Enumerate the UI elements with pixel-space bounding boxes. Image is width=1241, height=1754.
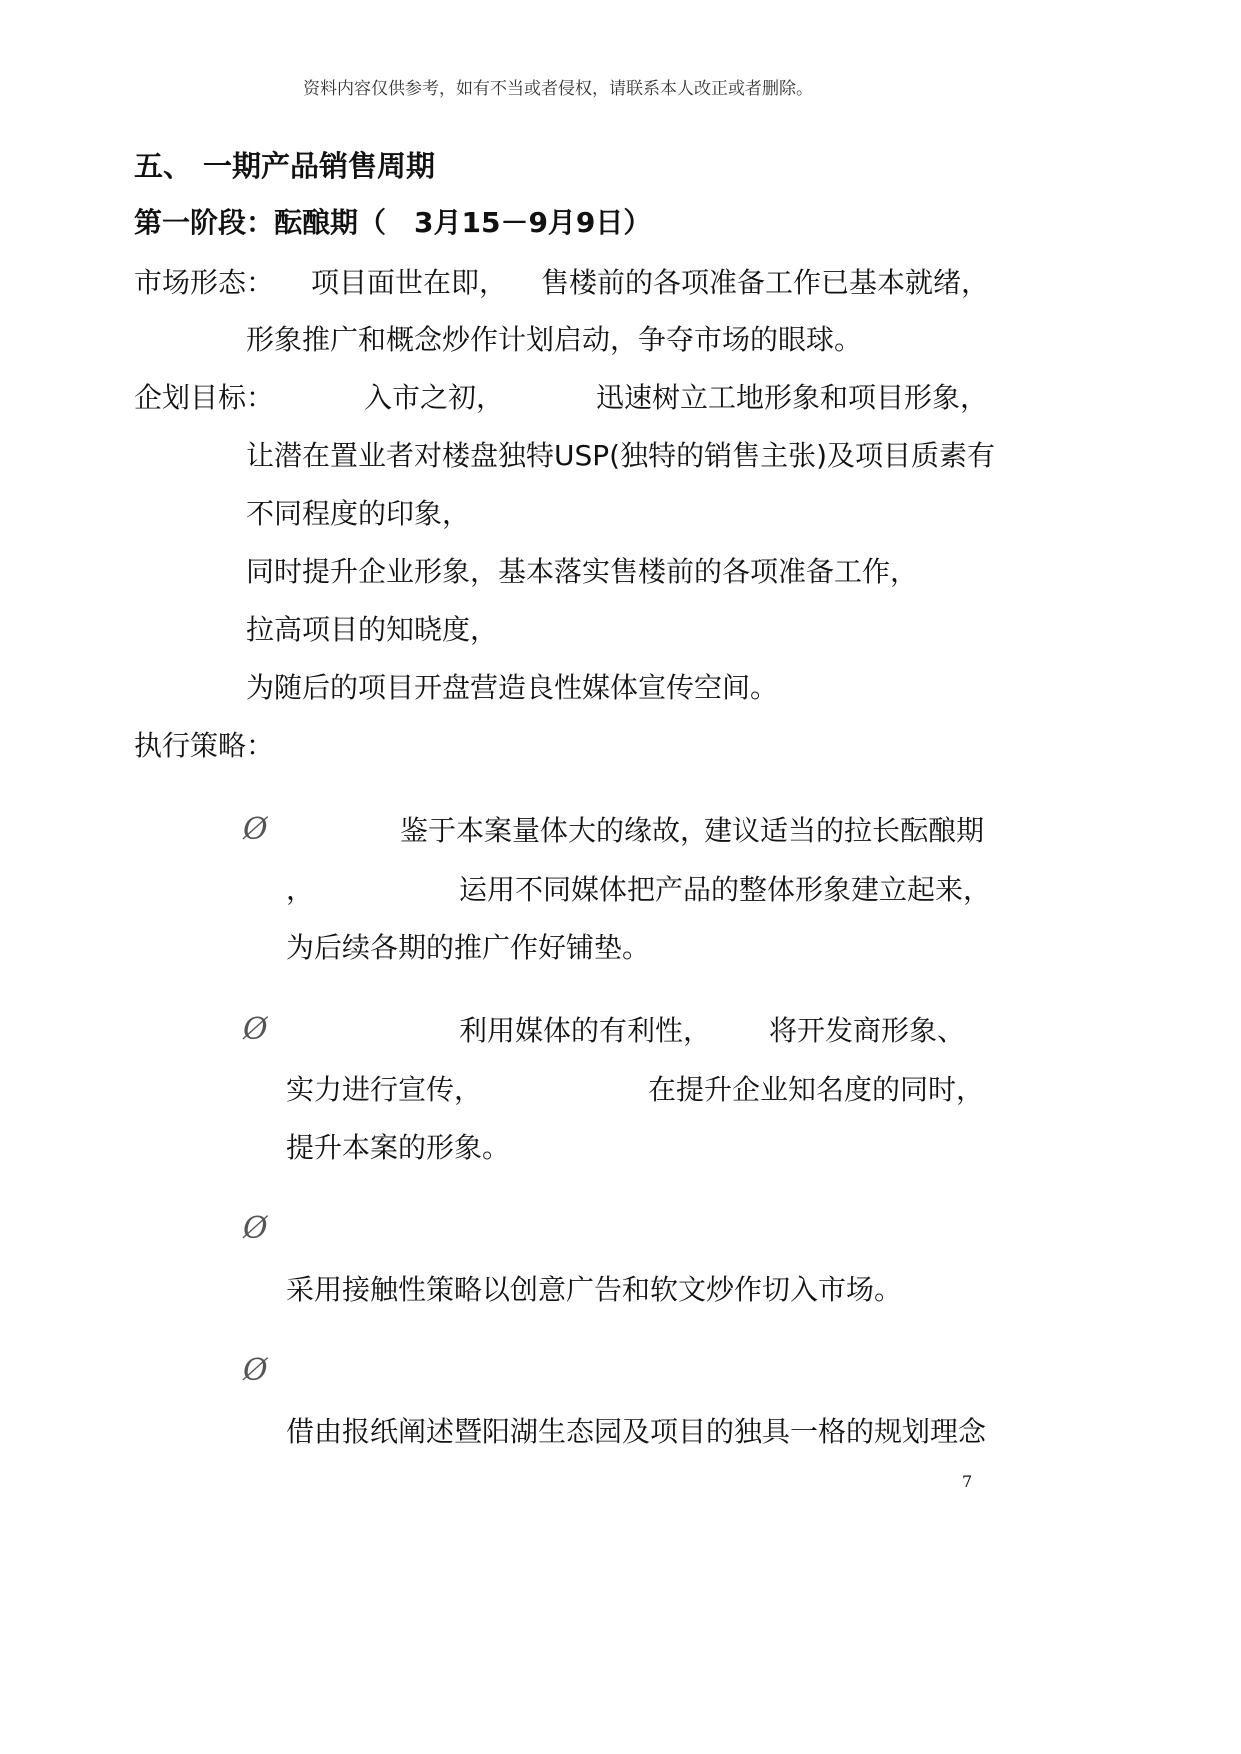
bullet-text: 采用接触性策略以创意广告和软文炒作切入市场。 <box>286 1273 903 1306</box>
bullet-text: 提升本案的形象。 <box>286 1131 511 1164</box>
section-title: 一期产品销售周期 <box>203 149 436 183</box>
bullet-text: 建议适当的拉长酝酿期 <box>704 814 985 847</box>
goal-text: 入市之初， <box>364 381 505 414</box>
bullet-text: 借由报纸阐述暨阳湖生态园及项目的独具一格的规划理念 <box>286 1415 987 1448</box>
header-disclaimer: 资料内容仅供参考，如有不当或者侵权，请联系本人改正或者删除。 <box>303 79 813 99</box>
bullet-text: 为后续各期的推广作好铺垫。 <box>286 931 651 964</box>
goal-text: 同时提升企业形象，基本落实售楼前的各项准备工作， <box>246 555 919 588</box>
bullet-text: 将开发商形象、 <box>769 1014 966 1047</box>
page-number: 7 <box>962 1472 973 1491</box>
strategy-label: 执行策略： <box>134 729 275 762</box>
section-number: 五、 <box>134 149 193 183</box>
phase-heading: 第一阶段：酝酿期（ 3月15－9月9日） <box>134 206 652 239</box>
bullet-text: 利用媒体的有利性， <box>459 1014 712 1047</box>
bullet-text: 鉴于本案量体大的缘故， <box>400 814 709 847</box>
bullet-text: ， <box>286 873 315 906</box>
bullet-icon: Ø <box>243 812 268 847</box>
bullet-icon: Ø <box>243 1211 268 1246</box>
bullet-text: 运用不同媒体把产品的整体形象建立起来， <box>459 873 992 906</box>
bullet-icon: Ø <box>243 1012 268 1047</box>
goal-text: 让潜在置业者对楼盘独特USP(独特的销售主张)及项目质素有 <box>246 439 996 472</box>
goal-text: 迅速树立工地形象和项目形象， <box>596 381 989 414</box>
goal-text: 拉高项目的知晓度， <box>246 613 499 646</box>
goal-label: 企划目标： <box>134 381 275 414</box>
bullet-icon: Ø <box>243 1353 268 1388</box>
bullet-text: 实力进行宣传， <box>286 1073 483 1106</box>
market-text: 售楼前的各项准备工作已基本就绪， <box>541 266 990 299</box>
goal-text: 不同程度的印象， <box>246 497 471 530</box>
bullet-text: 在提升企业知名度的同时， <box>648 1073 985 1106</box>
goal-text: 为随后的项目开盘营造良性媒体宣传空间。 <box>246 671 779 704</box>
market-text: 项目面世在即， <box>311 266 508 299</box>
market-label: 市场形态： <box>134 266 275 299</box>
market-text: 形象推广和概念炒作计划启动，争夺市场的眼球。 <box>246 323 863 356</box>
